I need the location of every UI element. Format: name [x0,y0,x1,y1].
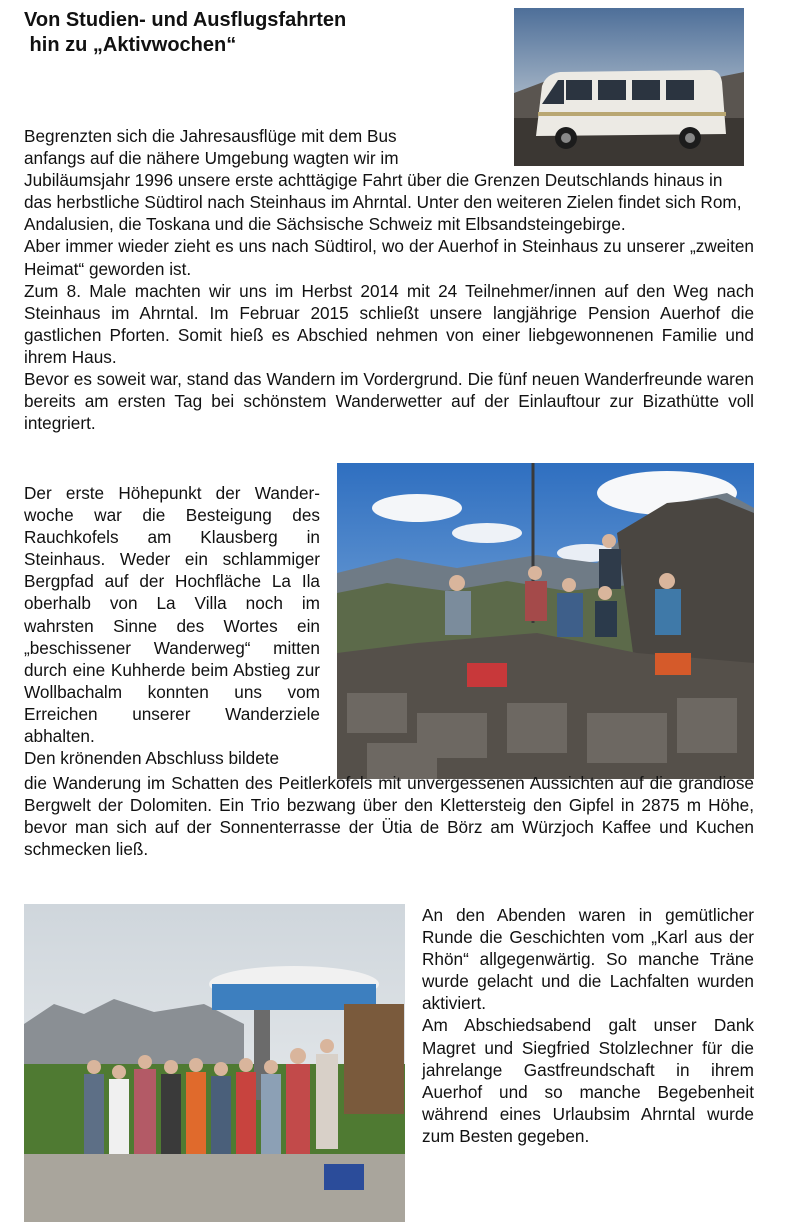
paragraph-crowning-start: Den krönenden Abschluss bildete [24,748,280,769]
intro-line-1: Begrenzten sich die Jahresausflüge mit dem Bus [24,126,397,146]
paragraph-peitlerkofel: die Wanderung im Schatten des Peitlerkofels mit unvergessenen Aussichten auf die grandiose Bergwelt der Dolomiten. Ein Trio bezwang über den Klettersteig den Gipfel in 2875 m Höhe, bevor man sich auf der Sonnenterrasse der Ütia de Börz am Würzjoch Kaffee und Kuchen schmecken ließ. [24,773,754,860]
paragraph-farewell: Am Abschiedsabend galt unser Dank Magret und Siegfried Stolzlechner für die jahrelange Gastfreundschaft in ihrem Auerhof und so manche Begebenheit während eines Urlaubsim Ahrntal wurde zum Besten gegeben. [422,1015,754,1146]
intro-line-2: anfangs auf die nähere Umgebung wagten wir im [24,148,399,169]
article-intro [24,125,754,434]
dolomites-group-photo [24,904,405,1222]
paragraph-eighth-trip: Zum 8. Male machten wir uns im Herbst 2014 mit 24 Teilnehmer/innen auf den Weg nach Steinhaus im Ahrntal. Im Februar 2015 schließt unsere langjährige Pension Auerhof die gastlichen Pforten. Somit hieß es Abschied nehmen von einer liebgewonnenen Familie und ihrem Haus. [24,280,754,367]
summit-group-photo [337,463,754,779]
paragraph-south-tyrol: Aber immer wieder zieht es uns nach Südtirol, wo der Auerhof in Steinhaus zu unserer „zweiten Heimat“ geworden ist. [24,236,754,279]
paragraph-peitlerkofel-block [24,772,754,860]
paragraph-evenings-block [422,904,754,1147]
paragraph-hiking: Bevor es soweit war, stand das Wandern im Vordergrund. Die fünf neuen Wanderfreunde waren bereits am ersten Tag bei schönstem Wanderwetter auf der Einlauftour zur Bizathütte voll integriert. [24,369,754,434]
page-title: Von Studien- und Ausflugsfahrten hin zu „Aktivwochen“ [24,9,347,56]
paragraph-rauchkofel: Der erste Höhepunkt der Wander-woche war die Besteigung des Rauchkofels am Klausberg in Steinhaus. Weder ein schlammiger Bergpfad auf der Hochfläche La Ila oberhalb von La Villa noch im wahrsten Sinne des Wortes ein „beschissener Wanderweg“ mitten durch eine Kuhherde beim Abstieg zur Wollbachalm konnten uns vom Erreichen unserer Wanderziele abhalten. [24,483,320,747]
paragraph-first-highlight [24,482,320,769]
paragraph-evenings: An den Abenden waren in gemütlicher Runde die Geschichten vom „Karl aus der Rhön“ allgegenwärtig. So manche Träne wurde gelacht und die Lachfalten wurden aktiviert. [422,905,754,1014]
paragraph-anniversary: Jubiläumsjahr 1996 unsere erste achttägige Fahrt über die Grenzen Deutschlands hinaus in das herbstliche Südtirol nach Steinhaus im Ahrntal. Unter den weiteren Zielen findet sich Rom, Andalusien, die Toskana und die Sächsische Schweiz mit Elbsandsteingebirge. [24,170,742,235]
